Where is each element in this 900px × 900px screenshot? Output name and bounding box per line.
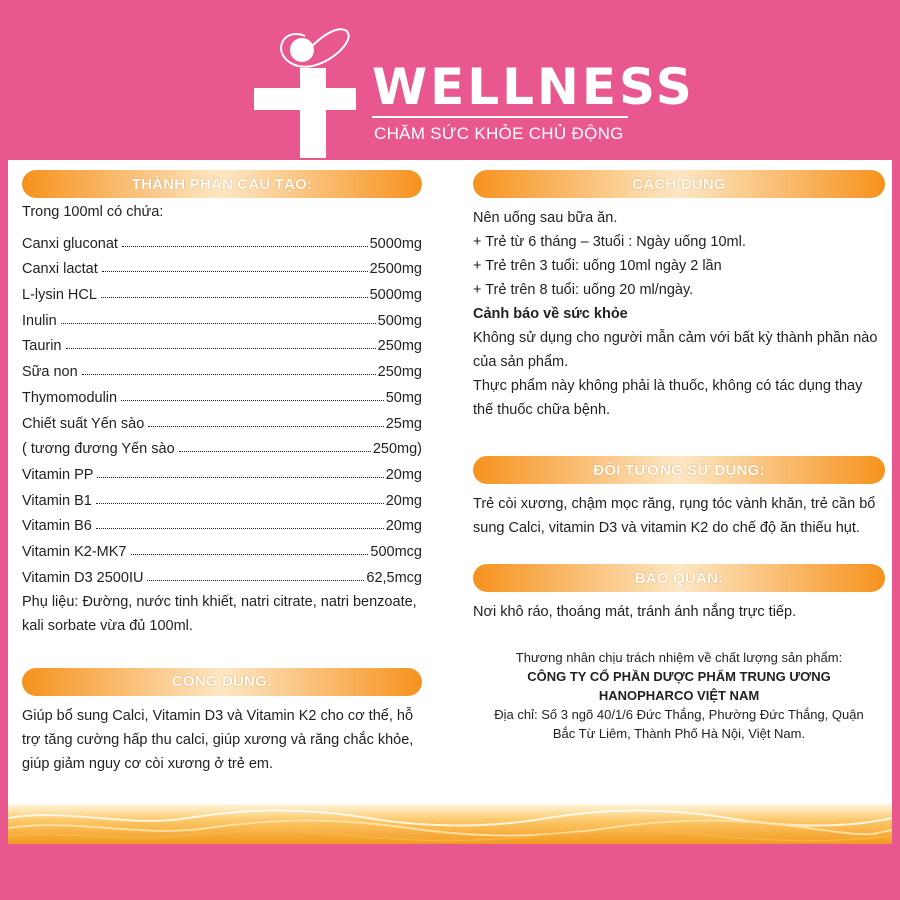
dot-leader <box>122 246 368 247</box>
composition-header: THÀNH PHẦN CẤU TẠO: <box>22 170 422 198</box>
ingredient-row <box>22 509 422 535</box>
dot-leader <box>121 400 384 401</box>
ingredient-row <box>22 252 422 278</box>
ingredient-row <box>22 483 422 509</box>
wellness-cross-logo-icon <box>250 28 380 158</box>
label-panel <box>8 160 892 844</box>
ingredient-row <box>22 560 422 586</box>
ingredient-row <box>22 226 422 252</box>
ingredient-amount: 20mg <box>385 492 422 509</box>
manufacturer-block <box>473 648 885 743</box>
dot-leader <box>131 554 369 555</box>
responsible-text: Thương nhân chịu trách nhiệm về chất lượng sản phẩm: <box>515 650 843 665</box>
ingredient-row <box>22 457 422 483</box>
dot-leader <box>101 297 368 298</box>
address-line1: Địa chỉ: Số 3 ngõ 40/1/6 Đức Thắng, Phường Đức Thắng, Quận <box>494 707 864 722</box>
ingredient-row <box>22 380 422 406</box>
ingredient-amount: 500mg <box>377 312 422 329</box>
ingredient-row <box>22 432 422 458</box>
ingredient-amount: 50mg <box>385 389 422 406</box>
dot-leader <box>61 323 376 324</box>
ingredient-name: Inulin <box>22 312 57 329</box>
right-column <box>473 168 885 743</box>
left-column <box>22 168 422 776</box>
brand-name: WELLNESS <box>372 58 695 116</box>
storage-text: Nơi khô ráo, thoáng mát, tránh ánh nắng trực tiếp. <box>473 604 797 620</box>
ingredient-name: Vitamin D3 2500IU <box>22 569 144 586</box>
warning-text-2: Thực phẩm này không phải là thuốc, không có tác dụng thay thế thuốc chữa bệnh. <box>473 378 863 418</box>
dot-leader <box>148 426 383 427</box>
dot-leader <box>102 271 368 272</box>
dot-leader <box>96 528 384 529</box>
ingredient-name: Thymomodulin <box>22 389 118 406</box>
ingredient-row <box>22 406 422 432</box>
ingredient-name: L-lysin HCL <box>22 287 97 304</box>
ingredient-name: Vitamin PP <box>22 466 94 483</box>
ingredient-amount: 2500mg <box>369 261 422 278</box>
warning-text-1: Không sử dụng cho người mẫn cảm với bất kỳ thành phần nào của sản phẩm. <box>473 330 878 370</box>
directions-list <box>473 206 885 302</box>
brand-tagline: CHĂM SỨC KHỎE CHỦ ĐỘNG <box>374 124 624 143</box>
dot-leader <box>96 503 384 504</box>
ingredient-row <box>22 329 422 355</box>
ingredient-name: Sữa non <box>22 364 78 381</box>
ingredient-list <box>22 226 422 586</box>
directions-line: + Trẻ từ 6 tháng – 3tuổi : Ngày uống 10ml. <box>473 234 746 250</box>
directions-line: + Trẻ trên 8 tuổi: uống 20 ml/ngày. <box>473 282 694 298</box>
dot-leader <box>82 374 376 375</box>
ingredient-name: Vitamin K2-MK7 <box>22 543 127 560</box>
wave-pattern-icon <box>8 804 892 844</box>
target-header: ĐỐI TƯỢNG SỬ DỤNG: <box>473 456 885 484</box>
uses-text: Giúp bổ sung Calci, Vitamin D3 và Vitamin K2 cho cơ thể, hỗ trợ tăng cường hấp thu calci, giúp xương và răng chắc khỏe, giúp giảm nguy cơ còi xương ở trẻ em. <box>22 707 414 772</box>
ingredient-amount: 25mg <box>385 415 422 432</box>
ingredient-amount: 20mg <box>385 518 422 535</box>
storage-header: BẢO QUẢN: <box>473 564 885 592</box>
ingredient-amount: 250mg <box>377 338 422 355</box>
directions-line: Nên uống sau bữa ăn. <box>473 210 618 226</box>
dot-leader <box>179 451 371 452</box>
address-line2: Bắc Từ Liêm, Thành Phố Hà Nội, Việt Nam. <box>552 726 806 741</box>
dot-leader <box>147 580 364 581</box>
ingredient-row <box>22 534 422 560</box>
header <box>0 0 900 160</box>
ingredient-name: ( tương đương Yến sào <box>22 441 175 458</box>
ingredient-row <box>22 354 422 380</box>
decorative-wave-band <box>8 804 892 844</box>
excipients-text: Phụ liệu: Đường, nước tinh khiết, natri citrate, natri benzoate, kali sorbate vừa đủ 100ml. <box>22 593 417 634</box>
dot-leader <box>66 348 376 349</box>
ingredient-amount: 20mg <box>385 466 422 483</box>
ingredient-name: Taurin <box>22 338 62 355</box>
ingredient-amount: 5000mg <box>369 287 422 304</box>
ingredient-name: Canxi lactat <box>22 261 98 278</box>
ingredient-amount: 5000mg <box>369 235 422 252</box>
warning-title: Cảnh báo về sức khỏe <box>473 306 628 322</box>
ingredient-name: Vitamin B1 <box>22 492 92 509</box>
ingredient-amount: 62,5mcg <box>366 569 422 586</box>
ingredient-name: Chiết suất Yến sào <box>22 415 145 432</box>
brand-divider <box>372 116 628 118</box>
directions-header: CÁCH DÙNG <box>473 170 885 198</box>
ingredient-name: Vitamin B6 <box>22 518 92 535</box>
ingredient-row <box>22 303 422 329</box>
ingredient-amount: 250mg) <box>372 441 422 458</box>
directions-line: + Trẻ trên 3 tuổi: uống 10ml ngày 2 lần <box>473 258 722 274</box>
dot-leader <box>97 477 383 478</box>
company-name-line2: HANOPHARCO VIỆT NAM <box>598 688 760 703</box>
composition-intro: Trong 100ml có chứa: <box>22 204 164 220</box>
ingredient-name: Canxi gluconat <box>22 235 118 252</box>
uses-header: CÔNG DỤNG: <box>22 668 422 696</box>
ingredient-amount: 500mcg <box>370 543 422 560</box>
ingredient-amount: 250mg <box>377 364 422 381</box>
target-text: Trẻ còi xương, chậm mọc răng, rụng tóc vành khăn, trẻ cần bổ sung Calci, vitamin D3 và vitamin K2 do chế độ ăn thiếu hụt. <box>473 496 876 536</box>
ingredient-row <box>22 277 422 303</box>
company-name-line1: CÔNG TY CỔ PHẦN DƯỢC PHẨM TRUNG ƯƠNG <box>527 669 831 684</box>
